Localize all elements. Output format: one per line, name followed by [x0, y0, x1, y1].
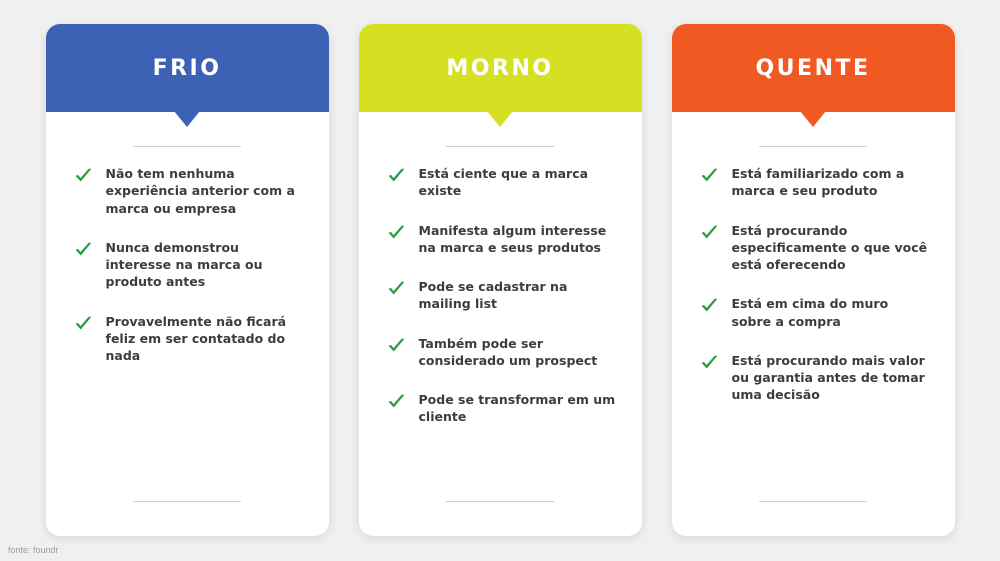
- checklist-item: [700, 165, 929, 200]
- checklist-item: [387, 278, 616, 313]
- source-note: fonte: foundr: [8, 545, 59, 555]
- check-icon: [74, 314, 93, 333]
- checklist-item-label: Está procurando especificamente o que você está oferecendo: [731, 222, 928, 272]
- card-header: [359, 24, 642, 112]
- card-body: [359, 112, 642, 536]
- card-header: [672, 24, 955, 112]
- card-body: [672, 112, 955, 536]
- checklist-item-label: Pode se cadastrar na mailing list: [418, 279, 568, 312]
- checklist: [385, 165, 616, 426]
- check-icon: [387, 279, 406, 298]
- card-title: FRIO: [152, 55, 222, 81]
- check-icon: [700, 296, 719, 315]
- check-icon: [387, 223, 406, 242]
- card-title: QUENTE: [755, 55, 871, 81]
- checklist-item-label: Pode se transformar em um cliente: [418, 392, 616, 425]
- checklist-item: [74, 239, 303, 291]
- checklist-item: [700, 352, 929, 404]
- checklist: [698, 165, 929, 404]
- divider-bottom: [759, 501, 867, 502]
- divider-bottom: [446, 501, 554, 502]
- pointer-arrow-icon: [487, 111, 513, 127]
- checklist-item: [700, 222, 929, 274]
- checklist-item-label: Manifesta algum interesse na marca e seus produtos: [418, 222, 607, 255]
- checklist-item: [387, 335, 616, 370]
- divider-bottom: [133, 501, 241, 502]
- checklist-item-label: Nunca demonstrou interesse na marca ou produto antes: [105, 239, 263, 290]
- lead-temperature-card-frio: [46, 24, 329, 536]
- checklist-item-label: Também pode ser considerado um prospect: [418, 335, 598, 368]
- check-icon: [700, 353, 719, 372]
- checklist-item: [700, 295, 929, 330]
- checklist-item: [74, 165, 303, 217]
- checklist-item-label: Provavelmente não ficará feliz em ser contatado do nada: [105, 313, 287, 363]
- checklist-item: [387, 222, 616, 257]
- checklist-item-label: Está familiarizado com a marca e seu produto: [731, 166, 905, 199]
- checklist-item: [74, 313, 303, 365]
- divider-top: [759, 146, 867, 147]
- check-icon: [387, 336, 406, 355]
- check-icon: [74, 240, 93, 259]
- checklist-item-label: Está procurando mais valor ou garantia antes de tomar uma decisão: [731, 352, 925, 403]
- check-icon: [700, 223, 719, 242]
- divider-top: [133, 146, 241, 147]
- check-icon: [700, 166, 719, 185]
- check-icon: [74, 166, 93, 185]
- checklist-item-label: Está em cima do muro sobre a compra: [731, 296, 889, 329]
- checklist-item: [387, 391, 616, 426]
- divider-top: [446, 146, 554, 147]
- checklist-item-label: Não tem nenhuma experiência anterior com a marca ou empresa: [105, 166, 295, 216]
- check-icon: [387, 392, 406, 411]
- check-icon: [387, 166, 406, 185]
- card-header: [46, 24, 329, 112]
- lead-temperature-card-quente: [672, 24, 955, 536]
- card-body: [46, 112, 329, 536]
- card-title: MORNO: [446, 55, 554, 81]
- pointer-arrow-icon: [174, 111, 200, 127]
- checklist-item: [387, 165, 616, 200]
- checklist-item-label: Está ciente que a marca existe: [418, 166, 589, 199]
- checklist: [72, 165, 303, 364]
- lead-temperature-card-morno: [359, 24, 642, 536]
- pointer-arrow-icon: [800, 111, 826, 127]
